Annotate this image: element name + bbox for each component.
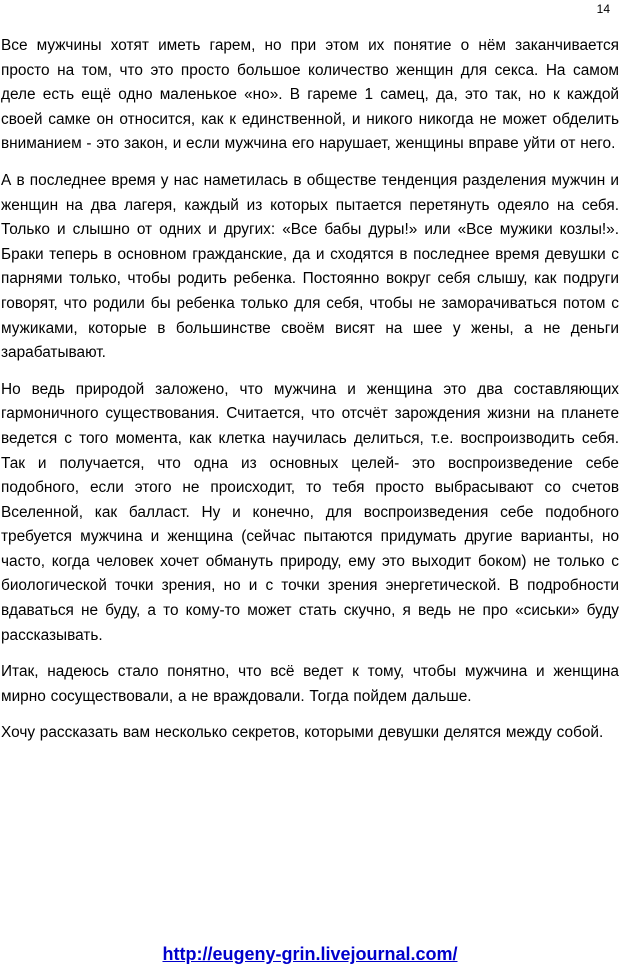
paragraph-2: А в последнее время у нас наметилась в обществе тенденция разделения мужчин и женщин на два лагеря, каждый из которых пытается перетянуть одеяло на себя. Только и слышно от одних и других: «Все бабы дуры!» или «Все мужики козлы!». Браки теперь в основном гражданские, да и сходятся в последнее время девушки с парнями только, чтобы родить ребенка. Постоянно вокруг себя слышу, как подруги говорят, что родили бы ребенка только для себя, чтобы не заморачиваться потом с мужиками, которые в большинстве своём висят на шее у жены, а не деньги зарабатывают.	[1, 171, 619, 362]
document-body	[1, 34, 619, 758]
paragraph-5: Хочу рассказать вам несколько секретов, которыми девушки делятся между собой.	[1, 724, 604, 742]
footer-link[interactable]: http://eugeny-grin.livejournal.com/	[162, 944, 458, 964]
paragraph-1: Все мужчины хотят иметь гарем, но при этом их понятие о нём заканчивается просто на том, что это просто большое количество женщин для секса. На самом деле есть ещё одно маленькое «но». В гареме 1 самец, да, это так, но к каждой своей самке он относится, как к единственной, и никого никогда не может обделить вниманием - это закон, и если мужчина его нарушает, женщины вправе уйти от него.	[1, 37, 619, 153]
paragraph-4: Итак, надеюсь стало понятно, что всё ведет к тому, чтобы мужчина и женщина мирно сосуществовали, а не враждовали. Тогда пойдем дальше.	[1, 663, 619, 705]
page-number: 14	[596, 2, 610, 16]
paragraph-3: Но ведь природой заложено, что мужчина и женщина это два составляющих гармоничного существования. Считается, что отсчёт зарождения жизни на планете ведется с того момента, как клетка научилась делиться, т.е. воспроизводить себя. Так и получается, что одна из основных целей- это воспроизведение себе подобного, если этого не происходит, то тебя просто выбрасывают со счетов Вселенной, как балласт. Ну и конечно, для воспроизведения себе подобного требуется мужчина и женщина (сейчас пытаются придумать другие варианты, но часто, когда человек хочет обмануть природу, ему это выходит боком) не только с биологической точки зрения, но и с точки зрения энергетической. В подробности вдаваться не буду, а то кому-то может стать скучно, я ведь не про «сиськи» буду рассказывать.	[1, 380, 619, 644]
